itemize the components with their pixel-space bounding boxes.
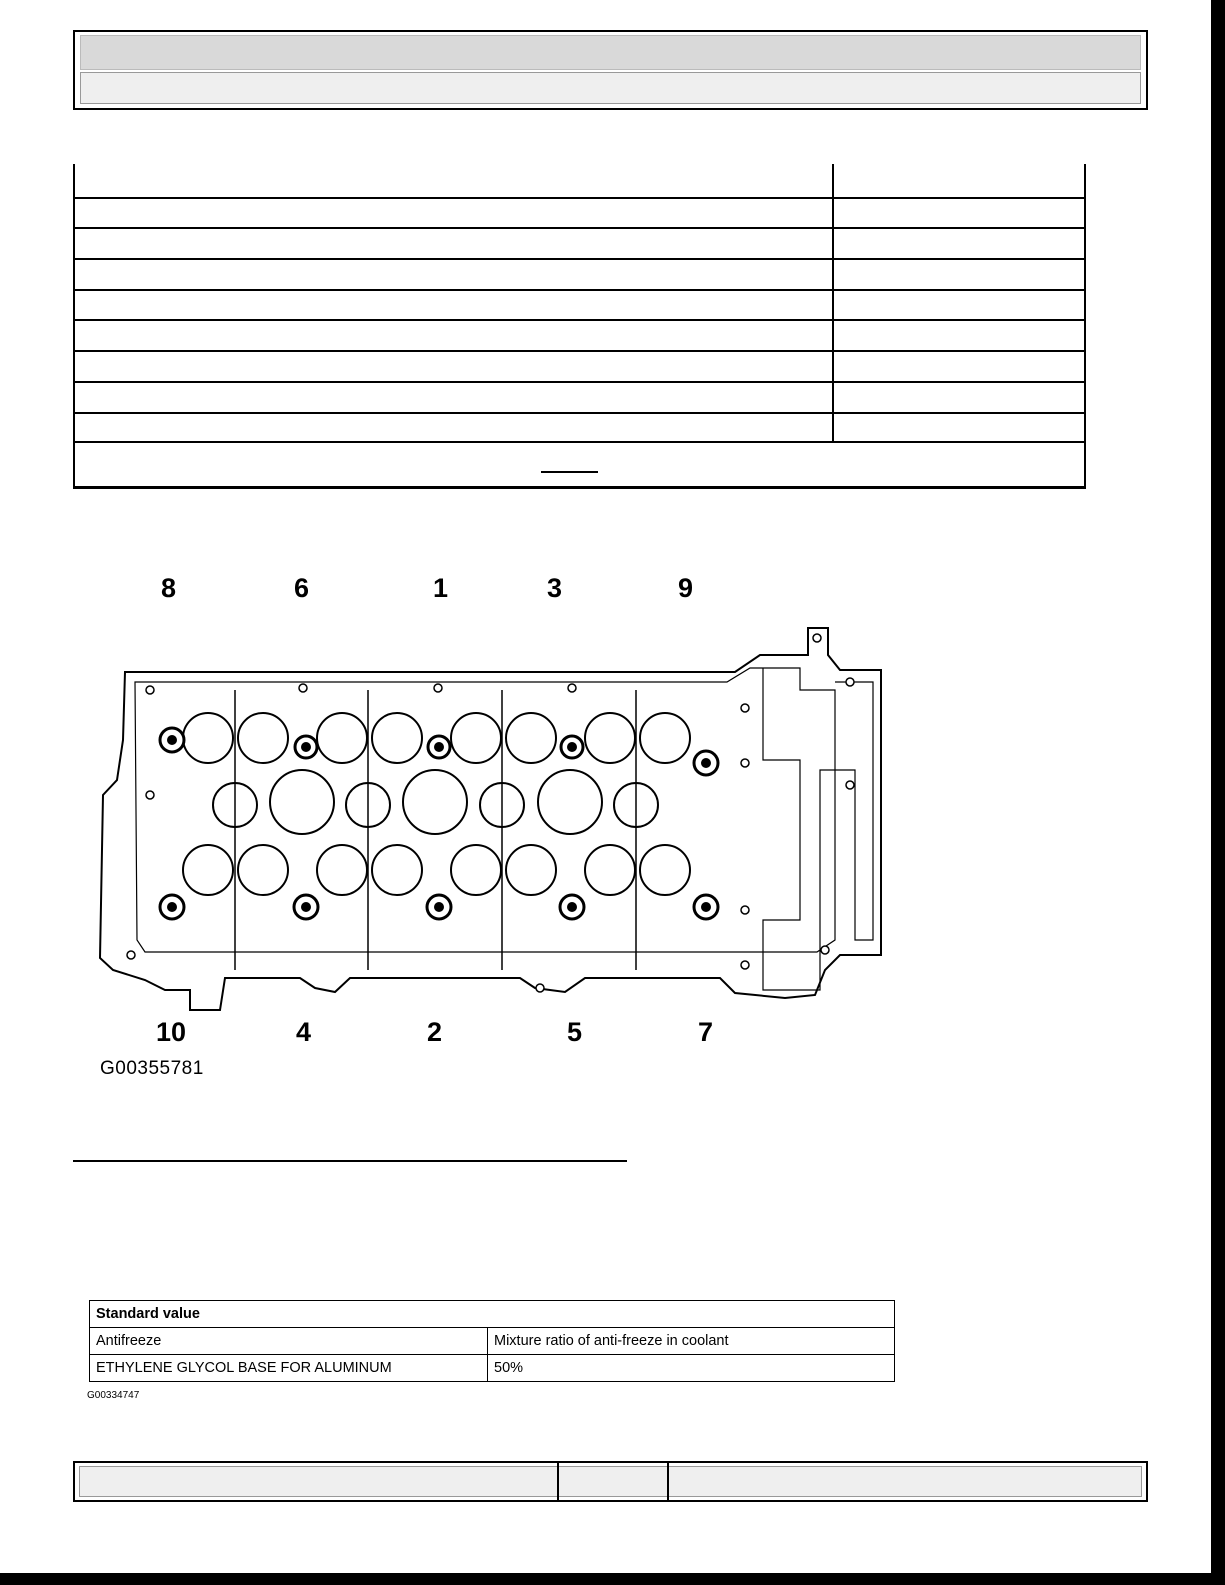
table-header: Standard value	[90, 1301, 895, 1328]
table-row	[75, 229, 1084, 260]
mixture-ratio-value: 50%	[488, 1355, 895, 1382]
header-subtitle-bar	[80, 72, 1141, 104]
table-row	[90, 1328, 895, 1355]
standard-value-table	[89, 1300, 895, 1382]
table-figure-code: G00334747	[87, 1390, 140, 1401]
antifreeze-type: ETHYLENE GLYCOL BASE FOR ALUMINUM	[90, 1355, 488, 1382]
table-row	[75, 260, 1084, 291]
page-border-right	[1211, 0, 1225, 1585]
footer-divider	[557, 1463, 559, 1500]
footnote-underline	[541, 471, 598, 473]
column-header-mixture-ratio: Mixture ratio of anti-freeze in coolant	[488, 1328, 895, 1355]
bolt-label-top-1: 8	[161, 573, 177, 603]
bolt-label-bottom-5: 7	[698, 1017, 714, 1047]
header-title-bar	[80, 35, 1141, 70]
bolt-label-top-3: 1	[433, 573, 449, 603]
specification-table	[73, 164, 1086, 489]
bolt-label-top-2: 6	[294, 573, 310, 603]
cylinder-head-bolt-diagram	[95, 565, 895, 1085]
table-row	[75, 321, 1084, 352]
bolt-label-bottom-4: 5	[567, 1017, 583, 1047]
footer-divider	[667, 1463, 669, 1500]
section-divider	[73, 1160, 627, 1162]
table-row	[90, 1301, 895, 1328]
table-row	[90, 1355, 895, 1382]
table-row	[75, 414, 1084, 443]
bolt-label-bottom-2: 4	[296, 1017, 312, 1047]
page-header	[73, 30, 1148, 110]
table-row	[75, 164, 1084, 199]
bolt-label-bottom-3: 2	[427, 1017, 443, 1047]
bolt-label-top-4: 3	[547, 573, 563, 603]
page-border-bottom	[0, 1573, 1225, 1585]
footer-bar	[79, 1466, 1142, 1497]
table-row	[75, 199, 1084, 229]
bolt-label-top-5: 9	[678, 573, 694, 603]
figure-code: G00355781	[100, 1058, 204, 1079]
table-row	[75, 352, 1084, 383]
table-row	[75, 291, 1084, 321]
table-row	[75, 383, 1084, 414]
page-footer	[73, 1461, 1148, 1502]
cylinder-head-drawing	[95, 620, 895, 1040]
column-header-antifreeze: Antifreeze	[90, 1328, 488, 1355]
bolt-label-bottom-1: 10	[156, 1017, 187, 1047]
